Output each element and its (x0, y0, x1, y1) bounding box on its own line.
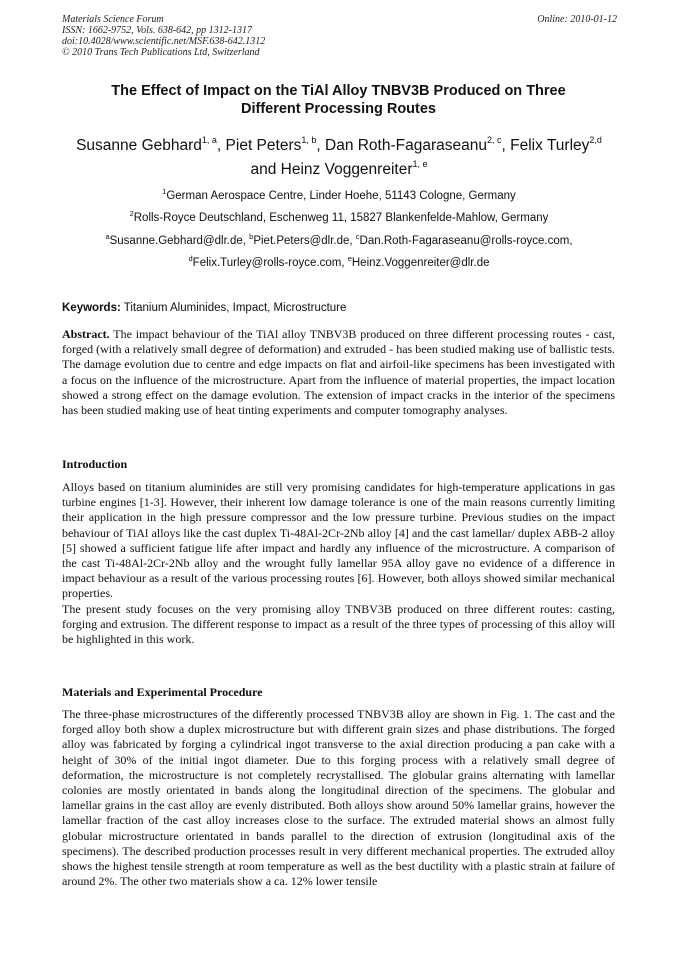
email-link[interactable]: Piet.Peters@dlr.de (253, 235, 350, 247)
paper-title (62, 82, 615, 118)
author-affil-sup: 1, e (412, 159, 428, 169)
introduction-paragraph-2: The present study focuses on the very promising alloy TNBV3B produced on three different routes: casting, forging and extrusion. The different response to impact as a result of the three types of processing of this alloy will be highlighted in this work. (62, 601, 615, 647)
online-date: Online: 2010-01-12 (537, 14, 617, 25)
email-line-2 (40, 256, 638, 271)
author-list (40, 134, 638, 182)
affiliation-sup: 2 (129, 209, 134, 218)
introduction-heading: Introduction (62, 457, 128, 471)
email-sup: a (105, 232, 110, 241)
journal-doi: doi:10.4028/www.scientific.net/MSF.638-642.1312 (62, 36, 266, 47)
email-sup: b (249, 232, 254, 241)
email-sup: c (355, 232, 360, 241)
author-name: Felix Turley (510, 137, 590, 154)
affiliation-2 (40, 211, 638, 226)
affiliation-text: German Aerospace Centre, Linder Hoehe, 51143 Cologne, Germany (166, 190, 516, 202)
author-affil-sup: 2,d (589, 135, 602, 145)
email-separator: , (341, 257, 348, 269)
introduction-paragraph-1: Alloys based on titanium aluminides are still very promising candidates for high-temperature applications in gas turbine engines [1-3]. However, their inherent low damage tolerance is one of the main reasons currently limiting their application in the high pressure compressor and the low pressure turbine. Previous studies on the impact behaviour of TiAl alloys like the cast duplex Ti-48Al-2Cr-2Nb alloy [4] and the cast lamellar/ duplex ABB-2 alloy [5] showed a sufficient fatigue life after impact and hardly any influence of the microstructure. A comparison of the cast Ti-48Al-2Cr-2Nb alloy and the wrought fully lamellar 95A alloy gave no evidence of a difference in impact behaviour as a result of the various processing routes [6]. However, both alloys showed similar mechanical properties. (62, 480, 615, 601)
materials-paragraph-1: The three-phase microstructures of the differently processed TNBV3B alloy are shown in Fig. 1. The cast and the forged alloy both show a duplex microstructure but with different grain sizes and phase distributions. The forged alloy was fabricated by forging a cylindrical ingot transverse to the axial direction producing a pan cake with a height of 30% of the initial ingot diameter. Due to this forging process with a relatively small degree of deformation, the microstructure is not completely recrystallised. The globular grains alternating with lamellar colonies are mostly orientated in bands along the longitudinal direction of the specimens. The globular and lamellar grains in the cast alloy are evenly distributed. Both alloys show around 50% lamellar grains, however the lamellar fraction of the cast alloy increases close to the surface. The extruded material shows an almost fully globular microstructure orientated in bands parallel to the direction of extrusion (longitudinal axis of the specimens). The described production processes result in very different mechanical properties. The extruded alloy shows the highest tensile strength at room temperature as well as the best ductility with a plastic strain at failure of around 2%. The other two materials show a ca. 12% lower tensile (62, 707, 615, 889)
journal-name: Materials Science Forum (62, 14, 164, 25)
author-name: Susanne Gebhard (76, 137, 202, 154)
affiliation-sup: 1 (162, 187, 167, 196)
author-separator: , (316, 137, 325, 154)
abstract-label: Abstract. (62, 327, 110, 341)
author-and: and (250, 161, 281, 178)
author-name: Piet Peters (225, 137, 302, 154)
email-link[interactable]: Heinz.Voggenreiter@dlr.de (351, 257, 490, 269)
email-sup: e (347, 254, 352, 263)
journal-issn: ISSN: 1662-9752, Vols. 638-642, pp 1312-1317 (62, 25, 252, 36)
affiliation-1 (40, 189, 638, 204)
email-line-1 (40, 234, 638, 249)
author-affil-sup: 1, b (301, 135, 317, 145)
author-separator: , (216, 137, 226, 154)
abstract (62, 327, 615, 418)
email-separator: , (569, 235, 573, 247)
email-sup: d (188, 254, 193, 263)
abstract-text: The impact behaviour of the TiAl alloy TNBV3B produced on three different processing routes - cast, forged (with a relatively small degree of deformation) and extruded - has been studied making use of ballistic tests. The damage evolution due to centre and edge impacts on flat and airfoil-like specimens has been investigated with a focus on the influence of the microstructure. Apart from the influence of material properties, the impact location showed a strong effect on the damage evolution. The extension of impact cracks in the interior of the specimens has been studied making use of heat tinting experiments and computer tomography analyses. (62, 327, 615, 418)
author-affil-sup: 2, c (487, 135, 502, 145)
journal-header (62, 14, 617, 58)
email-link[interactable]: Dan.Roth-Fagaraseanu@rolls-royce.com (359, 235, 570, 247)
author-separator: , (501, 137, 511, 154)
author-affil-sup: 1, a (201, 135, 217, 145)
author-line-2 (40, 158, 638, 182)
introduction-body (62, 480, 615, 647)
email-separator: , (242, 235, 250, 247)
author-name: Dan Roth-Fagaraseanu (325, 137, 487, 154)
materials-heading: Materials and Experimental Procedure (62, 685, 263, 699)
title-line-2: Different Processing Routes (241, 101, 436, 117)
keywords-text: Titanium Aluminides, Impact, Microstructure (120, 302, 347, 314)
title-line-1: The Effect of Impact on the TiAl Alloy TNBV3B Produced on Three (111, 83, 566, 99)
keywords (62, 301, 346, 315)
email-separator: , (349, 235, 356, 247)
email-link[interactable]: Felix.Turley@rolls-royce.com (192, 257, 342, 269)
author-line-1 (40, 134, 638, 158)
affiliation-text: Rolls-Royce Deutschland, Eschenweg 11, 15827 Blankenfelde-Mahlow, Germany (133, 212, 549, 224)
author-name: Heinz Voggenreiter (280, 161, 413, 178)
keywords-label: Keywords: (62, 302, 121, 314)
email-link[interactable]: Susanne.Gebhard@dlr.de (109, 235, 243, 247)
journal-copyright: © 2010 Trans Tech Publications Ltd, Switzerland (62, 47, 260, 58)
materials-body (62, 707, 615, 889)
